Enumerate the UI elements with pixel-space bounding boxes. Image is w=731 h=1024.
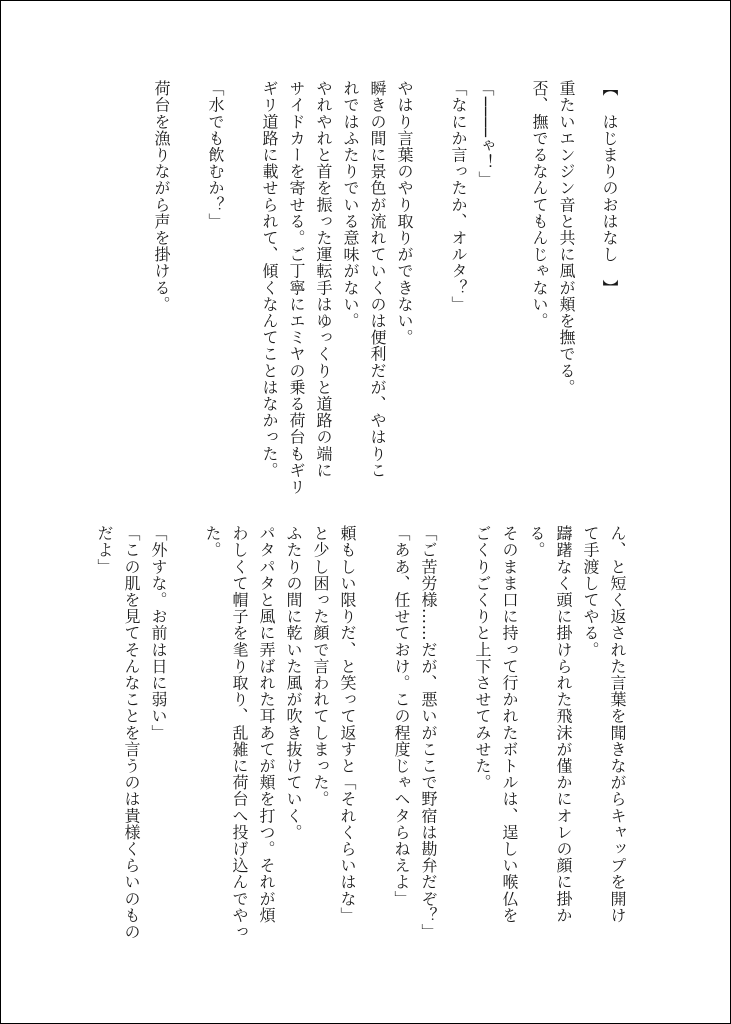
lower-text-line: 「外すな。お前は日に弱い」 bbox=[149, 525, 168, 741]
lower-text-line: パタパタと風に弄ばれた耳あてが頬を打つ。それが煩 bbox=[257, 525, 276, 924]
lower-text-line: て手渡してやる。 bbox=[581, 525, 600, 658]
lower-blank-line bbox=[172, 525, 199, 955]
lower-text-line: そのまま口に持って行かれたボトルは、逞しい喉仏を bbox=[500, 525, 519, 924]
upper-text-line: ギリ道路に載せられて、傾くなんてことはなかった。 bbox=[260, 80, 279, 479]
lower-text-line: ごくりごくりと上下させてみせた。 bbox=[473, 525, 492, 791]
chapter-title: 【 はじまりのおはなし 】 bbox=[600, 80, 619, 296]
lower-blank-line bbox=[361, 525, 388, 955]
upper-text-line: サイドカーを寄せる。ご丁寧にエミヤの乗る荷台もギリ bbox=[287, 80, 306, 495]
lower-text-line: ん、と短く返された言葉を聞きながらキャップを開け bbox=[608, 525, 627, 924]
lower-text-line: ふたりの間に乾いた風が吹き抜けていく。 bbox=[284, 525, 303, 841]
upper-text-line: 「なにか言ったか、オルタ？」 bbox=[449, 80, 468, 313]
upper-text-line: やはり言葉のやり取りができない。 bbox=[395, 80, 414, 346]
lower-text-line: 躊躇なく頭に掛けられた飛沫が僅かにオレの顔に掛か bbox=[554, 525, 573, 924]
lower-text-line: 「ああ、任せておけ。この程度じゃヘタらねえよ」 bbox=[392, 525, 411, 907]
upper-text-line: れではふたりでいる意味がない。 bbox=[341, 80, 360, 329]
lower-text-line: と少し困った顔で言われてしまった。 bbox=[311, 525, 330, 808]
upper-blank-line bbox=[499, 80, 526, 485]
lower-blank-line bbox=[442, 525, 469, 955]
lower-text-line: だよ」 bbox=[95, 525, 114, 575]
upper-text-line: 「水でも飲むか？」 bbox=[206, 80, 225, 230]
upper-blank-line bbox=[175, 80, 202, 485]
upper-text-line: 重たいエンジン音と共に風が頬を撫でる。 bbox=[557, 80, 576, 396]
upper-text-line: 瞬きの間に景色が流れていくのは便利だが、やはりこ bbox=[368, 80, 387, 479]
lower-text-line: る。 bbox=[527, 525, 546, 559]
lower-text-line: わしくて帽子を毟り取り、乱雑に荷台へ投げ込んでやっ bbox=[230, 525, 249, 940]
lower-text-line: 「この肌を見てそんなことを言うのは貴様くらいのもの bbox=[122, 525, 141, 940]
upper-blank-line bbox=[418, 80, 445, 485]
lower-text-block bbox=[91, 525, 631, 955]
upper-text-line: 否、撫でるなんてもんじゃない。 bbox=[530, 80, 549, 329]
upper-text-line: 荷台を漁りながら声を掛ける。 bbox=[152, 80, 171, 313]
upper-text-block bbox=[148, 80, 623, 495]
lower-text-line: 「ご苦労様……だが、悪いがここで野宿は勘弁だぞ？」 bbox=[419, 525, 438, 940]
upper-blank-line bbox=[229, 80, 256, 485]
lower-text-line: た。 bbox=[203, 525, 222, 559]
upper-text-line: 「────ゃ！」 bbox=[476, 80, 495, 188]
lower-text-line: 頼もしい限りだ、と笑って返すと「それくらいはな」 bbox=[338, 525, 357, 924]
upper-text-line: やれやれと首を振った運転手はゆっくりと道路の端に bbox=[314, 80, 333, 479]
